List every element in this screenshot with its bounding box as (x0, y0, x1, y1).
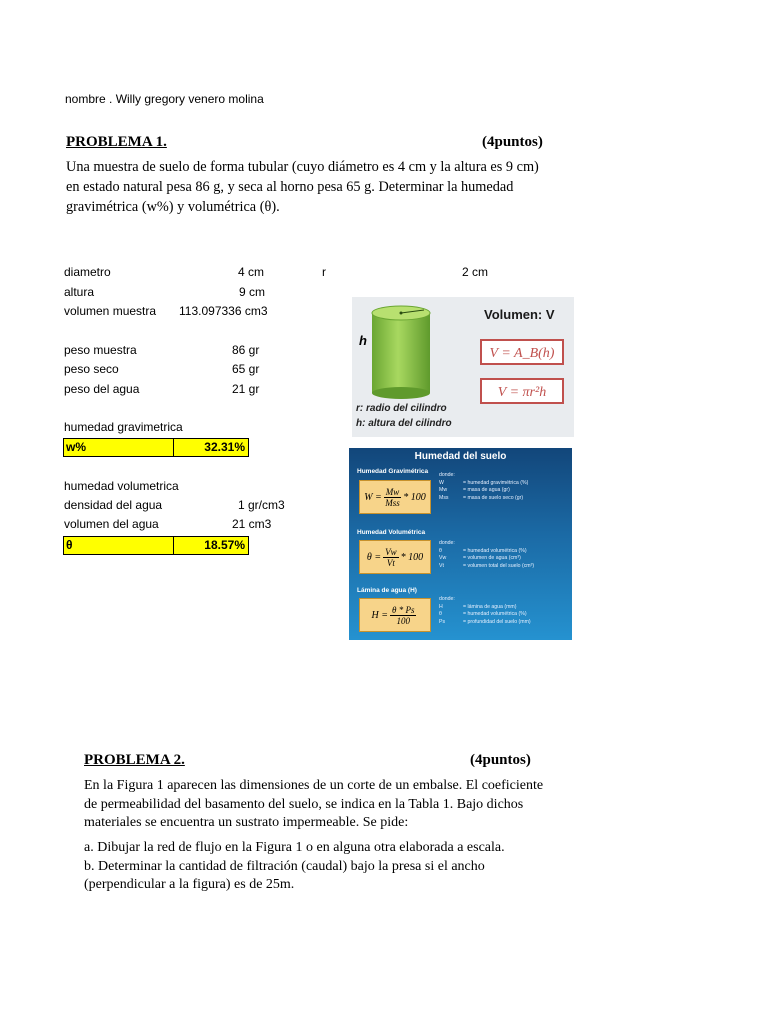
volumen-title: Volumen: V (484, 307, 555, 322)
defs1-desc-mw: = masa de agua (gr) (463, 487, 510, 493)
problema2-item-b: b. Determinar la cantidad de filtración (caudal) bajo la presa si el ancho (perpendicular a la figura) es de 25m. (84, 858, 485, 892)
defs2-sym-vt: Vt (439, 562, 444, 569)
defs2-desc-theta: = humedad volumétrica (%) (463, 547, 527, 554)
defs-lamina (439, 596, 531, 626)
f1-num: Mw (385, 486, 400, 497)
volumen-label: volumen muestra (64, 304, 157, 318)
peso-agua-value: 21 gr (232, 382, 260, 396)
defs-volumetrica (439, 540, 534, 570)
defs-gravimetrica (439, 472, 528, 502)
f3-lhs: H = (371, 609, 389, 621)
humedad-title: Humedad del suelo (414, 451, 507, 462)
caption-radio: r: radio del cilindro (356, 403, 447, 414)
problema1-heading: PROBLEMA 1. (66, 134, 167, 150)
formula-volumetrica (359, 540, 431, 574)
w-pct-cell (63, 438, 249, 457)
student-name: nombre . Willy gregory venero molina (65, 92, 264, 106)
problema2-item-a: a. Dibujar la red de flujo en la Figura 1 o en alguna otra elaborada a escala. (84, 840, 505, 855)
vol-agua-label: volumen del agua (64, 517, 159, 531)
row-diametro (64, 263, 504, 281)
w-pct-label: w% (64, 439, 174, 456)
humedad-figure (349, 448, 572, 640)
hum-vol-heading: humedad volumetrica (64, 479, 179, 493)
cylinder-illustration (354, 301, 464, 406)
defs2-desc-vw: = volumen de agua (cm³) (463, 555, 521, 561)
formula-lamina (359, 598, 431, 632)
formula-pi: V = πr²h (480, 378, 564, 404)
f1-den: Mss (385, 497, 400, 508)
theta-label: θ (64, 537, 174, 554)
defs3-sym-ps: Ps (439, 618, 446, 625)
r-label: r (322, 265, 326, 279)
f3-den: 100 (396, 615, 410, 626)
defs3-desc-theta: = humedad volumétrica (%) (463, 611, 527, 617)
defs1-desc-mss: = masa de suelo seco (gr) (463, 494, 524, 501)
sec-volumetrica: Humedad Volumétrica (357, 529, 426, 536)
f2-den: Vt (386, 557, 395, 568)
defs1-desc-w: = humedad gravimétrica (%) (463, 479, 529, 486)
cylinder-figure (352, 297, 574, 437)
densidad-value: 1 gr/cm3 (238, 498, 285, 512)
peso-muestra-value: 86 gr (232, 343, 260, 357)
defs1-sym-mw: Mw (439, 487, 448, 493)
altura-label: altura (64, 285, 95, 299)
w-pct-value: 32.31% (204, 440, 245, 454)
diametro-label: diametro (64, 265, 111, 279)
defs2-donde: donde: (439, 540, 455, 546)
formula-gravimetrica (359, 480, 431, 514)
defs1-donde: donde: (439, 472, 455, 478)
defs1-sym-mss: Mss (439, 494, 449, 501)
volumen-value: 113.097336 cm3 (179, 304, 268, 318)
problema2-heading: PROBLEMA 2. (84, 752, 185, 768)
peso-agua-label: peso del agua (64, 382, 140, 396)
h-label: h (359, 333, 367, 348)
caption-altura: h: altura del cilindro (356, 418, 452, 429)
problema1-points: (4puntos) (482, 134, 543, 150)
f2-tail: * 100 (400, 551, 424, 563)
altura-value: 9 cm (239, 285, 266, 299)
theta-cell (63, 536, 249, 555)
peso-seco-value: 65 gr (232, 362, 260, 376)
vol-agua-value: 21 cm3 (232, 517, 272, 531)
formula-area: V = A_B(h) (480, 339, 564, 365)
defs3-donde: donde: (439, 596, 455, 602)
problema2-points: (4puntos) (470, 752, 531, 768)
problema1-statement: Una muestra de suelo de forma tubular (cuyo diámetro es 4 cm y la altura es 9 cm) en estado natural pesa 86 g, y seca al horno pesa 65 g. Determinar la humedad gravimétrica (w%) y volumétrica (θ). (66, 159, 539, 215)
peso-seco-label: peso seco (64, 362, 119, 376)
defs2-sym-theta: θ (439, 547, 442, 554)
problema2-statement: En la Figura 1 aparecen las dimensiones de un corte de un embalse. El coeficiente de permeabilidad del basamento del suelo, se indica en la Tabla 1. Bajo dichos materiales se encuentra un sustrato impermeable. Se pide: (84, 778, 544, 830)
defs3-desc-ps: = profundidad del suelo (mm) (463, 618, 531, 625)
f1-tail: * 100 (403, 491, 426, 503)
r-value: 2 cm (462, 265, 489, 279)
sec-lamina: Lámina de agua (H) (357, 587, 417, 594)
defs3-desc-h: = lámina de agua (mm) (463, 603, 517, 610)
f3-num: θ * Ps (392, 604, 415, 615)
f2-num: Vw (385, 546, 397, 557)
defs1-sym-w: W (439, 479, 444, 486)
densidad-label: densidad del agua (64, 498, 163, 512)
problema2-items (84, 839, 554, 895)
defs2-sym-vw: Vw (439, 555, 447, 561)
defs3-sym-h: H (439, 603, 443, 610)
diametro-value: 4 cm (238, 265, 265, 279)
f1-lhs: W = (364, 491, 382, 503)
defs2-desc-vt: = volumen total del suelo (cm³) (463, 562, 535, 569)
defs3-sym-theta: θ (439, 611, 442, 617)
peso-muestra-label: peso muestra (64, 343, 137, 357)
hum-grav-heading: humedad gravimetrica (64, 420, 183, 434)
f2-lhs: θ = (366, 551, 382, 563)
theta-value: 18.57% (204, 538, 245, 552)
sec-gravimetrica: Humedad Gravimétrica (357, 468, 429, 475)
